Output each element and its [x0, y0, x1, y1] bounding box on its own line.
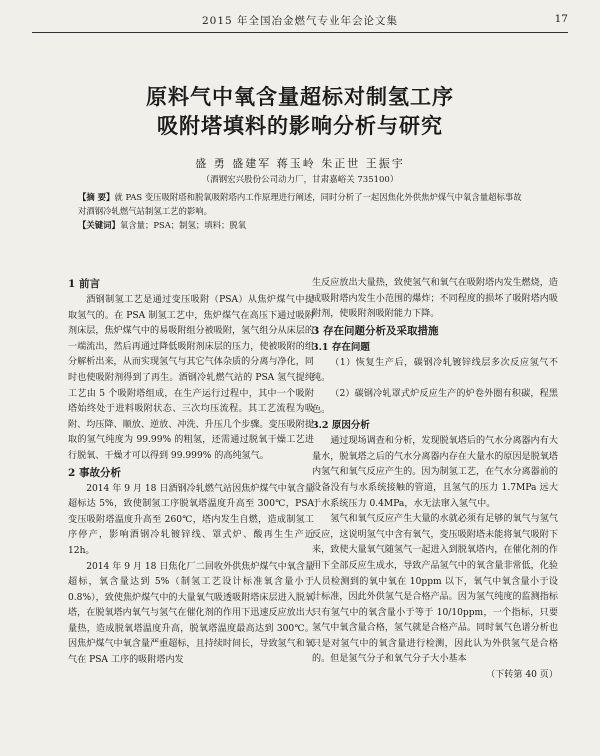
section-heading-2: 2 事故分析: [68, 466, 121, 479]
left-column: [68, 276, 314, 669]
subsection-heading-3-2: 3.2 原因分析: [312, 420, 370, 432]
keywords: [78, 218, 526, 232]
abstract-text: 就 PAS 变压吸附塔和脱氧吸附塔内工作原理进行阐述，同时分析了一起因焦化外供焦炉煤气中氧含量超标事故对酒钢冷轧燃气站制氢工艺的影响。: [78, 192, 522, 216]
title-line-1: 原料气中氧含量超标对制氢工序: [146, 84, 454, 109]
abstract-block: [78, 190, 526, 232]
right-column: [312, 276, 558, 684]
running-header: [32, 10, 568, 33]
title-line-2: 吸附塔填料的影响分析与研究: [157, 113, 443, 138]
authors: 盛 勇 盛建军 蒋玉岭 朱正世 王振宇: [195, 157, 405, 170]
paragraph: 氢气和氧气反应产生大量的水就必须有足够的氧气与氢气反应，这说明氢气中含有氧气，变压吸附塔未能将氧气吸附下来，致使大量氧气随氢气一起进入到脱氧塔内，在催化剂的作用下全部反应生成水，导致产品氢气中的氧含量非常低，化验人员检测到的氧中氧在 10ppm 以下，氧气中氧含量小于设计标准，因此外供氢气是合格产品。因为氢气纯度的监测指标只有氢气中的氧含量小于等于 10/10ppm，一个指标，只要氢气中氧含量合格，氢气就是合格产品。同时氧气色谱分析也只是对氢气中的氧含量进行检测，因此认为外供氢气是合格的。但是氢气分子和氧气分子大小基本: [312, 514, 558, 665]
paragraph: 2014 年 9 月 18 日酒钢冷轧燃气站因焦炉煤气中氧含量超标达 5%，致使制氢工序脱氧塔温度升高至 300℃，PSA 变压吸附塔温度升高至 260℃，塔内发生自燃，造成制氢工序停产，影响酒钢冷轧镀锌线、罩式炉、酸再生生产近 12h。: [68, 483, 314, 556]
keywords-label: 【关键词】: [78, 220, 120, 230]
section-heading-3: 3 存在问题分析及采取措施: [312, 324, 439, 337]
page-number: 17: [554, 13, 568, 25]
paper-title: [0, 82, 600, 140]
paragraph: 酒钢制氢工艺是通过变压吸附（PSA）从焦炉煤气中提取氢气的。在 PSA 制氢工艺中，焦炉煤气在高压下通过吸附剂床层，焦炉煤气中的易吸附组分被吸附，氢气组分从床层的一端流出，然后再通过降低吸附剂床层的压力，使被吸附的组分解析出来，从而实现氢气与其它气体杂质的分离与净化，同时也使吸附剂得到了再生。酒钢冷轧燃气站的 PSA 氢气提纯工艺由 5 个吸附塔组成，在生产运行过程中，其中一个吸附塔始终处于进料吸附状态、三次均压流程。其工艺流程为吸附、均压降、顺放、逆放、冲洗、升压几个步骤。变压吸附提取的氢气纯度为 99.99% 的粗氢，还需通过脱氧干燥工艺进行脱氧、干燥才可以得到 99.999% 的高纯氢气。: [68, 295, 314, 461]
paragraph: 2014 年 9 月 18 日焦化厂二回收外供焦炉煤气中氧含量超标，氧含量达到 5%（制氢工艺设计标准氧含量小于 0.8%），致使焦炉煤气中的大量氧气吸透吸附塔床层进入脱氧塔，在脱氧塔内氧气与氢气在催化剂的作用下迅速反应放出大量热，造成脱氧塔温度升高，脱氧塔温度最高达到 300℃。因焦炉煤气中氧含量严重超标，且持续时间长，导致氢气和氧气在 PSA 工序的吸附塔内发: [68, 561, 314, 666]
subsection-heading-3-1: 3.1 存在问题: [312, 341, 370, 353]
paragraph: 通过现场调查和分析，发现脱氧塔后的气水分离器内有大量水，脱氧塔之后的气水分离器内存在大量水的原因是脱氧塔内氢气和氧气反应产生的。因为制氢工艺，在气水分离器前的设备没有与水系统接触的管道，且氢气的压力 1.7MPa 远大于水系统压力 0.4MPa，水无法窜入氢气中。: [312, 436, 558, 509]
section-heading-1: 1 前言: [68, 278, 100, 290]
continued-note: （下转第 40 页）: [486, 670, 558, 681]
keywords-text: 氧含量；PSA；制氢；填料；脱氧: [119, 220, 247, 230]
affiliation: （酒钢宏兴股份公司动力厂，甘肃嘉峪关 735100）: [201, 175, 399, 185]
abstract-label: 【摘 要】: [78, 192, 115, 202]
abstract: [78, 190, 526, 218]
paragraph: 生反应放出大量热，致使氢气和氧气在吸附塔内发生燃烧，造成吸附塔内发生小范围的爆炸；不同程度的损坏了吸附塔内吸附剂，使吸附剂吸附能力下降。: [312, 278, 558, 320]
running-title: 2015 年全国冶金燃气专业年会论文集: [201, 15, 399, 27]
paragraph: （2）碳钢冷轧罩式炉反应生产的炉卷外圈有积碳，程黑色。: [312, 388, 558, 415]
paragraph: （1）恢复生产后，碳钢冷轧镀锌线层多次反应氢气不纯。: [312, 357, 558, 384]
